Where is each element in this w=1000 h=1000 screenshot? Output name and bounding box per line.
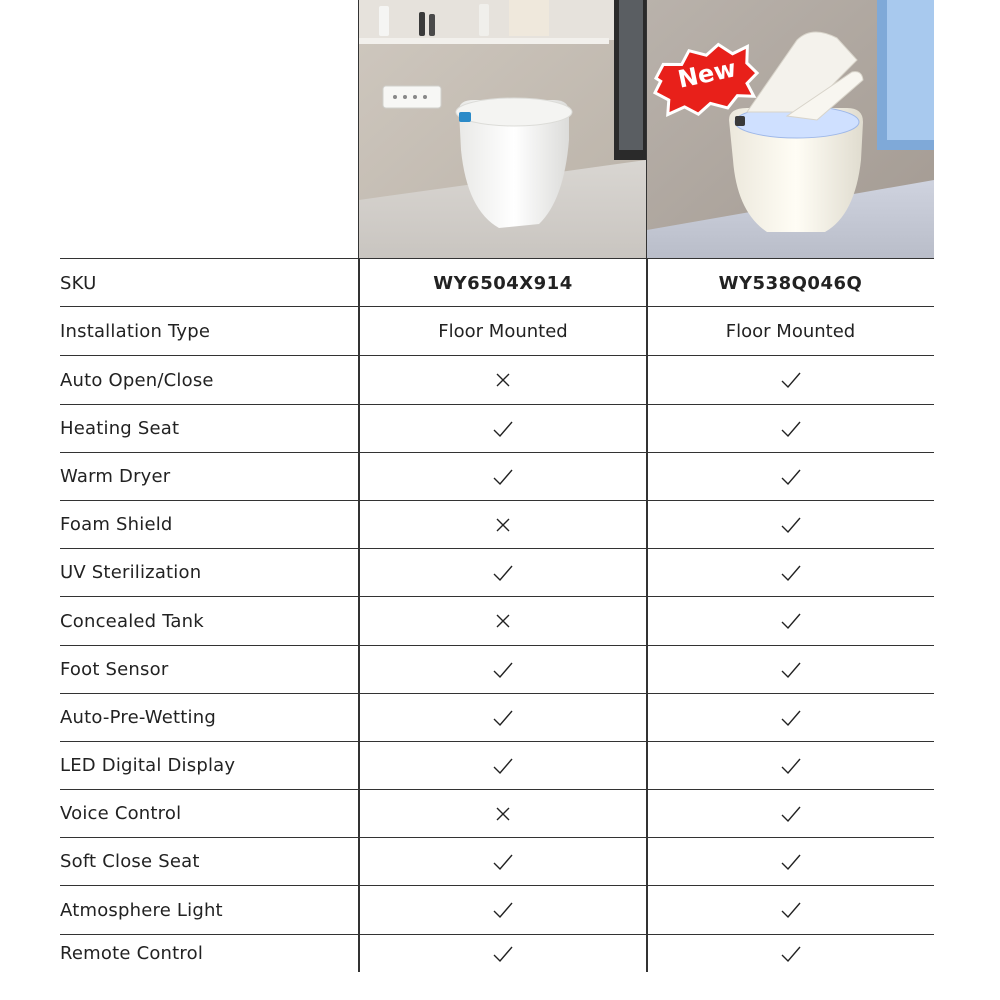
cross-icon xyxy=(359,790,647,837)
check-icon xyxy=(359,742,647,789)
feature-value: Floor Mounted xyxy=(725,320,856,342)
table-row xyxy=(60,789,934,837)
check-icon xyxy=(359,405,647,452)
feature-label: Voice Control xyxy=(60,803,182,824)
table-row xyxy=(60,934,934,972)
table-row xyxy=(60,306,934,355)
table-row xyxy=(60,500,934,548)
feature-label: Foot Sensor xyxy=(60,659,169,680)
feature-label: Remote Control xyxy=(60,943,204,964)
feature-value: Floor Mounted xyxy=(438,320,568,342)
feature-label: Auto-Pre-Wetting xyxy=(60,707,216,728)
table-row xyxy=(60,693,934,741)
table-row xyxy=(60,885,934,934)
table-row xyxy=(60,741,934,789)
feature-label: Heating Seat xyxy=(60,418,180,439)
check-icon xyxy=(359,935,647,972)
table-row xyxy=(60,596,934,645)
cross-icon xyxy=(359,356,647,404)
table-row xyxy=(60,355,934,404)
feature-label: Foam Shield xyxy=(60,514,173,535)
cross-icon xyxy=(359,597,647,645)
check-icon xyxy=(359,694,647,741)
check-icon xyxy=(647,549,934,596)
check-icon xyxy=(359,646,647,693)
feature-label: Concealed Tank xyxy=(60,610,204,632)
table-row xyxy=(60,452,934,500)
check-icon xyxy=(359,549,647,596)
check-icon xyxy=(647,501,934,548)
check-icon xyxy=(359,886,647,934)
feature-label: Atmosphere Light xyxy=(60,899,223,921)
check-icon xyxy=(647,356,934,404)
check-icon xyxy=(647,838,934,885)
check-icon xyxy=(647,742,934,789)
table-row xyxy=(60,258,934,307)
table-row xyxy=(60,548,934,596)
cross-icon xyxy=(359,501,647,548)
check-icon xyxy=(647,886,934,934)
table-row xyxy=(60,404,934,452)
feature-label: LED Digital Display xyxy=(60,755,236,776)
sku-value: WY538Q046Q xyxy=(718,272,863,294)
feature-label: Installation Type xyxy=(60,320,211,342)
new-badge: New xyxy=(675,54,739,94)
feature-label: UV Sterilization xyxy=(60,562,202,583)
table-row xyxy=(60,837,934,885)
table-row xyxy=(60,645,934,693)
feature-label: Soft Close Seat xyxy=(60,851,200,872)
check-icon xyxy=(647,694,934,741)
check-icon xyxy=(647,935,934,972)
check-icon xyxy=(647,405,934,452)
feature-label: Warm Dryer xyxy=(60,466,171,487)
product-image-2 xyxy=(647,0,934,258)
check-icon xyxy=(647,790,934,837)
check-icon xyxy=(647,597,934,645)
product-image-1 xyxy=(359,0,646,258)
check-icon xyxy=(647,646,934,693)
check-icon xyxy=(359,453,647,500)
feature-label: SKU xyxy=(60,272,97,294)
sku-value: WY6504X914 xyxy=(433,272,573,294)
check-icon xyxy=(359,838,647,885)
feature-label: Auto Open/Close xyxy=(60,369,214,391)
check-icon xyxy=(647,453,934,500)
